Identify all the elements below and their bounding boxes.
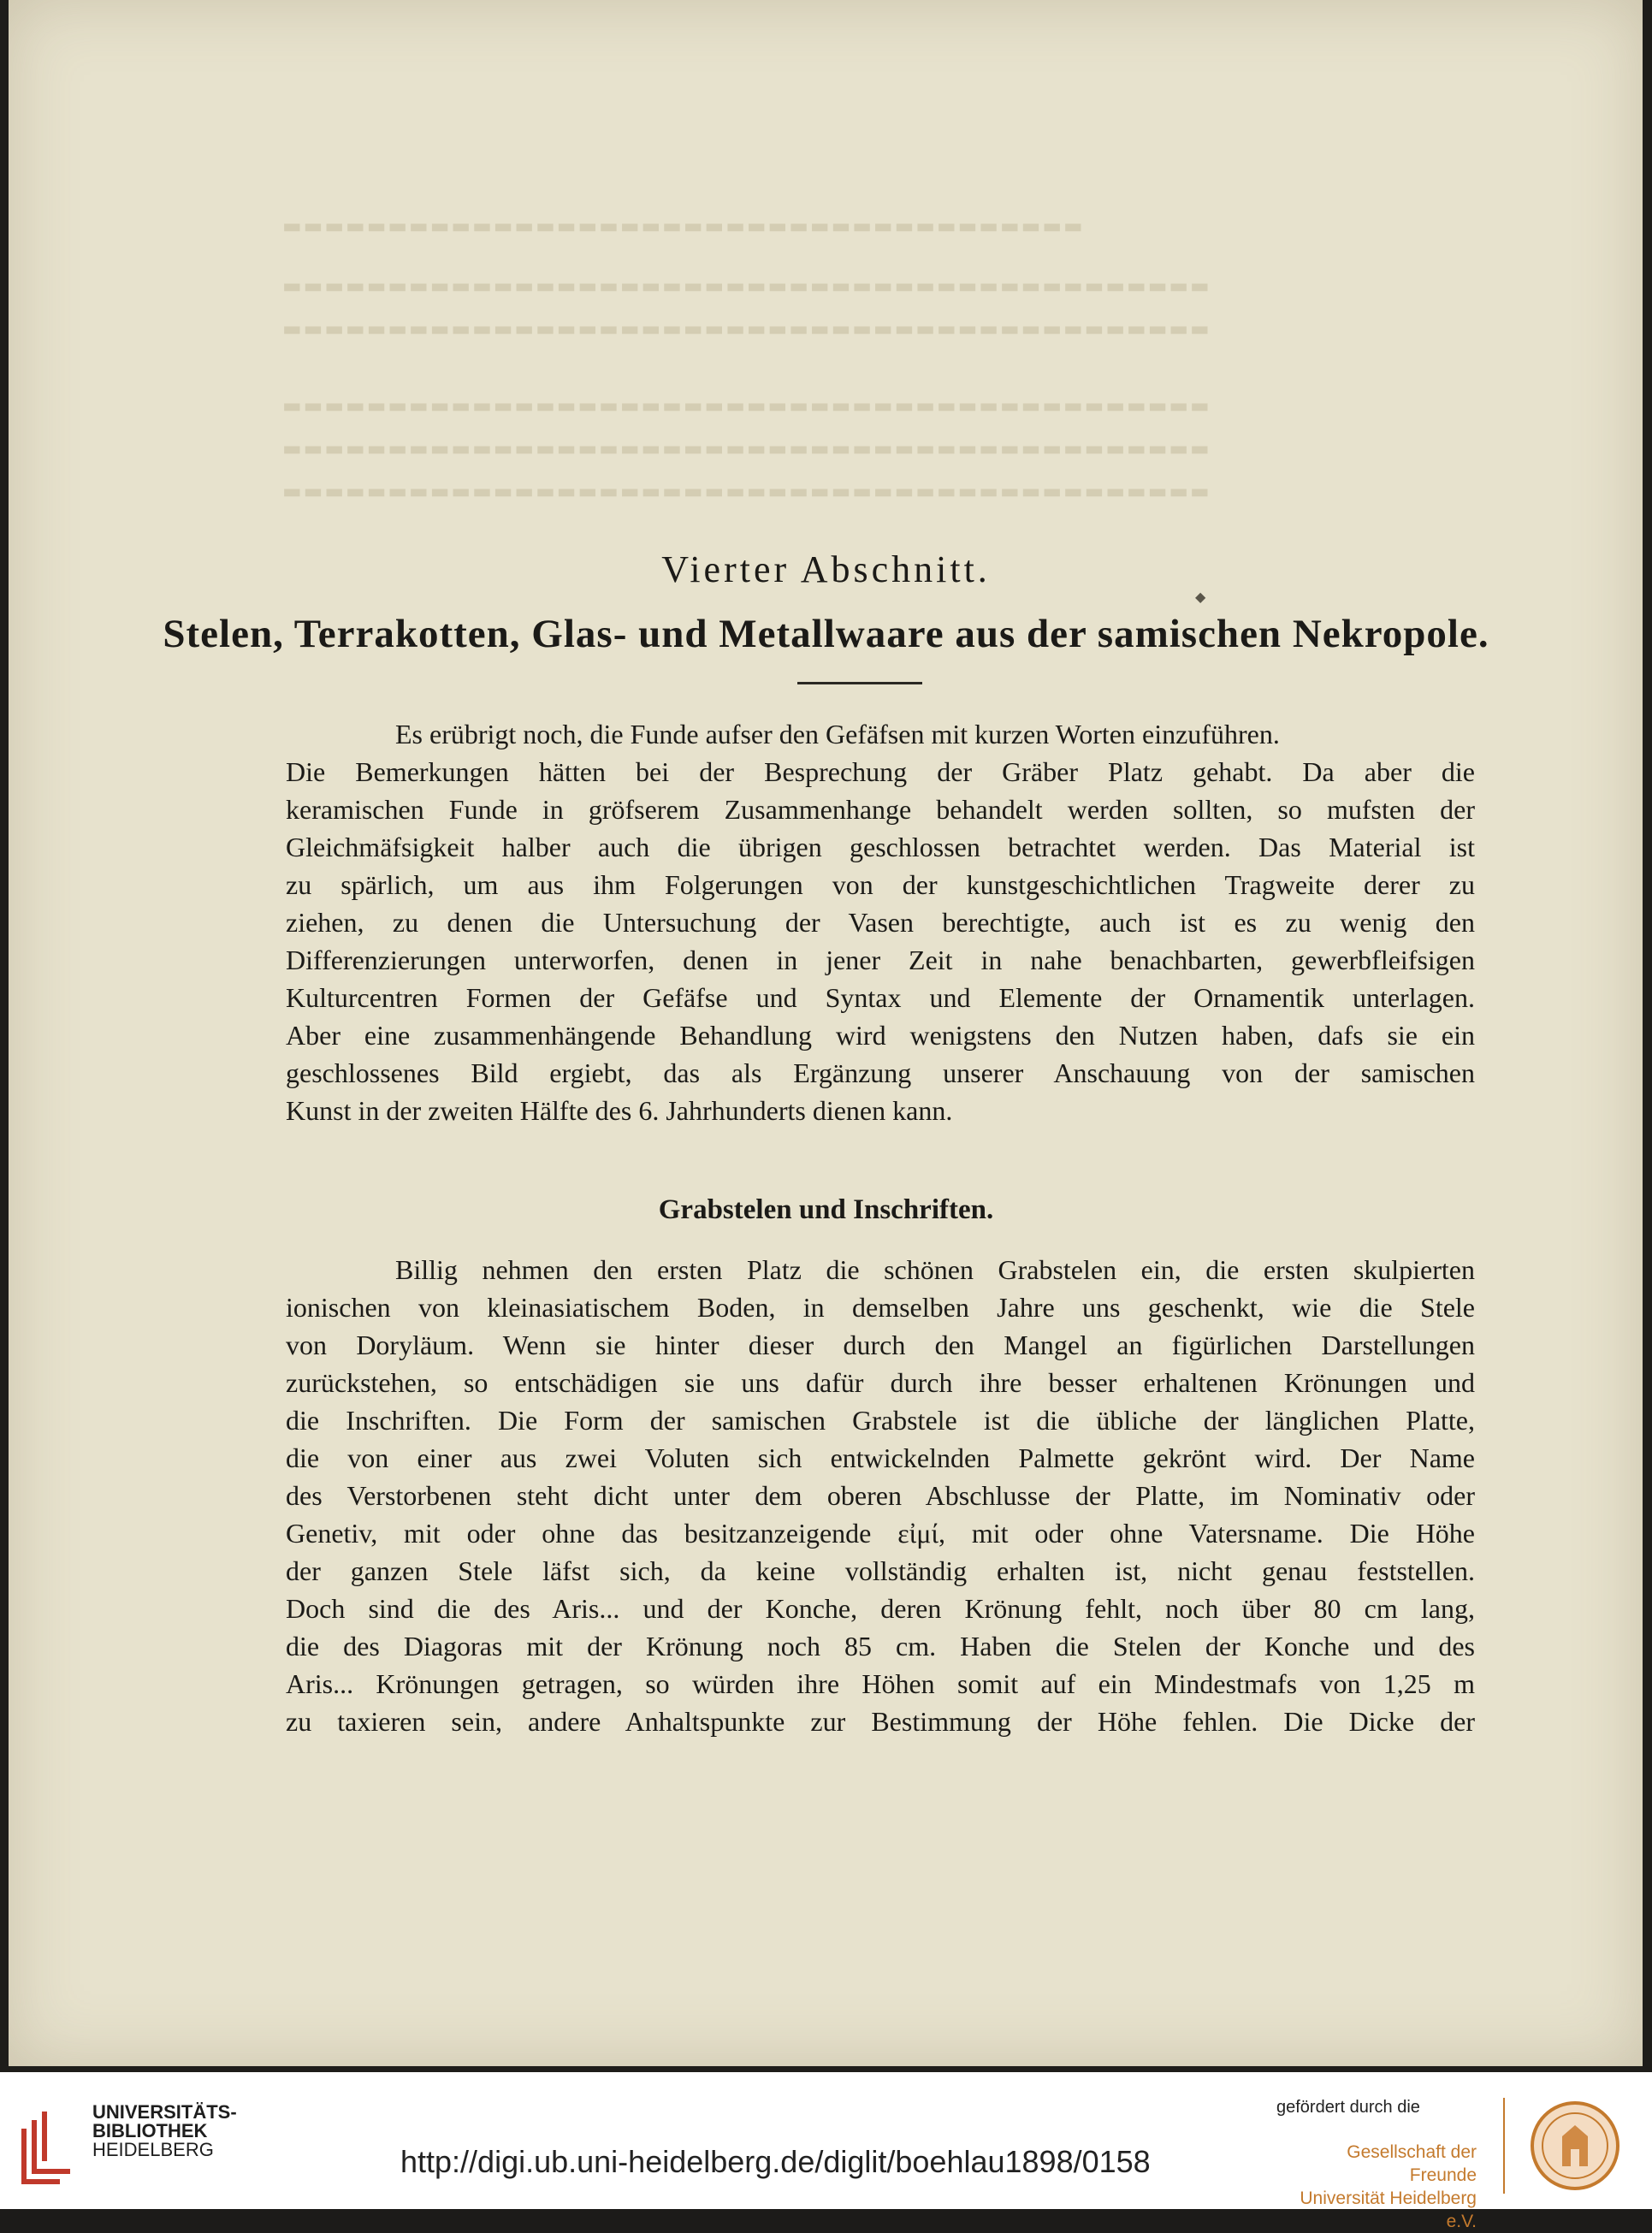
- funded-by-label: gefördert durch die: [1276, 2098, 1420, 2117]
- show-through-texture: ▬▬▬▬▬▬▬▬▬▬▬▬▬▬▬▬▬▬▬▬▬▬▬▬▬▬▬▬▬▬▬▬▬▬▬▬▬▬: [282, 214, 1085, 238]
- text-line: geschlossenes Bild ergiebt, das als Ergänzung unserer Anschauung von der samischen: [286, 1057, 1475, 1088]
- text-line: zu taxieren sein, andere Anhaltspunkte zur Bestimmung der Höhe fehlen. Die Dicke der: [286, 1706, 1475, 1737]
- library-name-line: UNIVERSITÄTS-: [92, 2101, 237, 2123]
- text-line: ionischen von kleinasiatischem Boden, in demselben Jahre uns geschenkt, wie die Stele: [286, 1292, 1475, 1323]
- text-line: des Verstorbenen steht dicht unter dem oberen Abschlusse der Platte, im Nominativ oder: [286, 1480, 1475, 1511]
- text-line: Kulturcentren Formen der Gefäfse und Syntax und Elemente der Ornamentik unterlagen.: [286, 982, 1475, 1013]
- library-name: [92, 2103, 237, 2159]
- text-line: Aber eine zusammenhängende Behandlung wird wenigstens den Nutzen haben, dafs sie ein: [286, 1020, 1475, 1051]
- text-line: Genetiv, mit oder ohne das besitzanzeigende εἰμί, mit oder ohne Vatersname. Die Höhe: [286, 1518, 1475, 1549]
- text-line: die von einer aus zwei Voluten sich entwickelnden Palmette gekrönt wird. Der Name: [286, 1442, 1475, 1473]
- university-seal-icon: [1528, 2098, 1622, 2194]
- text-line: von Doryläum. Wenn sie hinter dieser durch den Mangel an figürlichen Darstellungen: [286, 1330, 1475, 1360]
- text-line: zurückstehen, so entschädigen sie uns dafür durch ihre besser erhaltenen Krönungen und: [286, 1367, 1475, 1398]
- text-line: Aris... Krönungen getragen, so würden ihre Höhen somit auf ein Mindestmafs von 1,25 m: [286, 1668, 1475, 1699]
- library-name-line: HEIDELBERG: [92, 2139, 214, 2160]
- permalink-url[interactable]: http://digi.ub.uni-heidelberg.de/diglit/boehlau1898/0158: [400, 2144, 1151, 2179]
- show-through-texture: ▬▬▬▬▬▬▬▬▬▬▬▬▬▬▬▬▬▬▬▬▬▬▬▬▬▬▬▬▬▬▬▬▬▬▬▬▬▬▬▬▬▬▬▬: [282, 394, 1211, 418]
- text-line: Es erübrigt noch, die Funde aufser den Gefäfsen mit kurzen Worten einzuführen.: [395, 719, 1280, 749]
- library-name-line: BIBLIOTHEK: [92, 2120, 208, 2141]
- text-line: die des Diagoras mit der Krönung noch 85 cm. Haben die Stelen der Konche und des: [286, 1631, 1475, 1661]
- text-line: Doch sind die des Aris... und der Konche, deren Krönung fehlt, noch über 80 cm lang,: [286, 1593, 1475, 1624]
- text-line: keramischen Funde in gröfserem Zusammenhange behandelt werden sollten, so mufsten der: [286, 794, 1475, 825]
- section-title: Vierter Abschnitt.: [661, 548, 991, 590]
- footer-divider: [1503, 2098, 1505, 2194]
- text-line: die Inschriften. Die Form der samischen Grabstele ist die übliche der länglichen Platte,: [286, 1405, 1475, 1436]
- text-line: Gleichmäfsigkeit halber auch die übrigen geschlossen betrachtet werden. Das Material ist: [286, 832, 1475, 862]
- society-name-line: Gesellschaft der Freunde: [1347, 2142, 1477, 2185]
- text-line: Differenzierungen unterworfen, denen in jener Zeit in nahe benachbarten, gewerbfleifsigen: [286, 945, 1475, 975]
- library-logo-icon: [17, 2103, 77, 2189]
- text-line: Kunst in der zweiten Hälfte des 6. Jahrhunderts dienen kann.: [286, 1095, 953, 1126]
- show-through-texture: ▬▬▬▬▬▬▬▬▬▬▬▬▬▬▬▬▬▬▬▬▬▬▬▬▬▬▬▬▬▬▬▬▬▬▬▬▬▬▬▬▬▬▬▬: [282, 479, 1211, 503]
- title-divider: [797, 682, 922, 684]
- text-line: Die Bemerkungen hätten bei der Besprechung der Gräber Platz gehabt. Da aber die: [286, 756, 1475, 787]
- show-through-texture: ▬▬▬▬▬▬▬▬▬▬▬▬▬▬▬▬▬▬▬▬▬▬▬▬▬▬▬▬▬▬▬▬▬▬▬▬▬▬▬▬▬▬▬▬: [282, 436, 1211, 460]
- text-line: Billig nehmen den ersten Platz die schönen Grabstelen ein, die ersten skulpierten: [395, 1254, 1475, 1285]
- society-name: [1283, 2141, 1477, 2233]
- footer-bar: [0, 2072, 1652, 2231]
- text-line: ziehen, zu denen die Untersuchung der Vasen berechtigte, auch ist es zu wenig den: [286, 907, 1475, 938]
- chapter-title: Stelen, Terrakotten, Glas- und Metallwaare aus der samischen Nekropole.: [163, 612, 1489, 656]
- show-through-texture: ▬▬▬▬▬▬▬▬▬▬▬▬▬▬▬▬▬▬▬▬▬▬▬▬▬▬▬▬▬▬▬▬▬▬▬▬▬▬▬▬▬▬▬▬: [282, 317, 1211, 341]
- ornament-mark: ◆: [1195, 589, 1206, 605]
- text-line: zu spärlich, um aus ihm Folgerungen von der kunstgeschichtlichen Tragweite derer zu: [286, 869, 1475, 900]
- text-line: der ganzen Stele läfst sich, da keine vollständig erhalten ist, nicht genau feststellen.: [286, 1555, 1475, 1586]
- show-through-texture: ▬▬▬▬▬▬▬▬▬▬▬▬▬▬▬▬▬▬▬▬▬▬▬▬▬▬▬▬▬▬▬▬▬▬▬▬▬▬▬▬▬▬▬▬: [282, 274, 1211, 298]
- society-name-line: Universität Heidelberg e.V.: [1300, 2189, 1477, 2231]
- subheading: Grabstelen und Inschriften.: [658, 1194, 994, 1225]
